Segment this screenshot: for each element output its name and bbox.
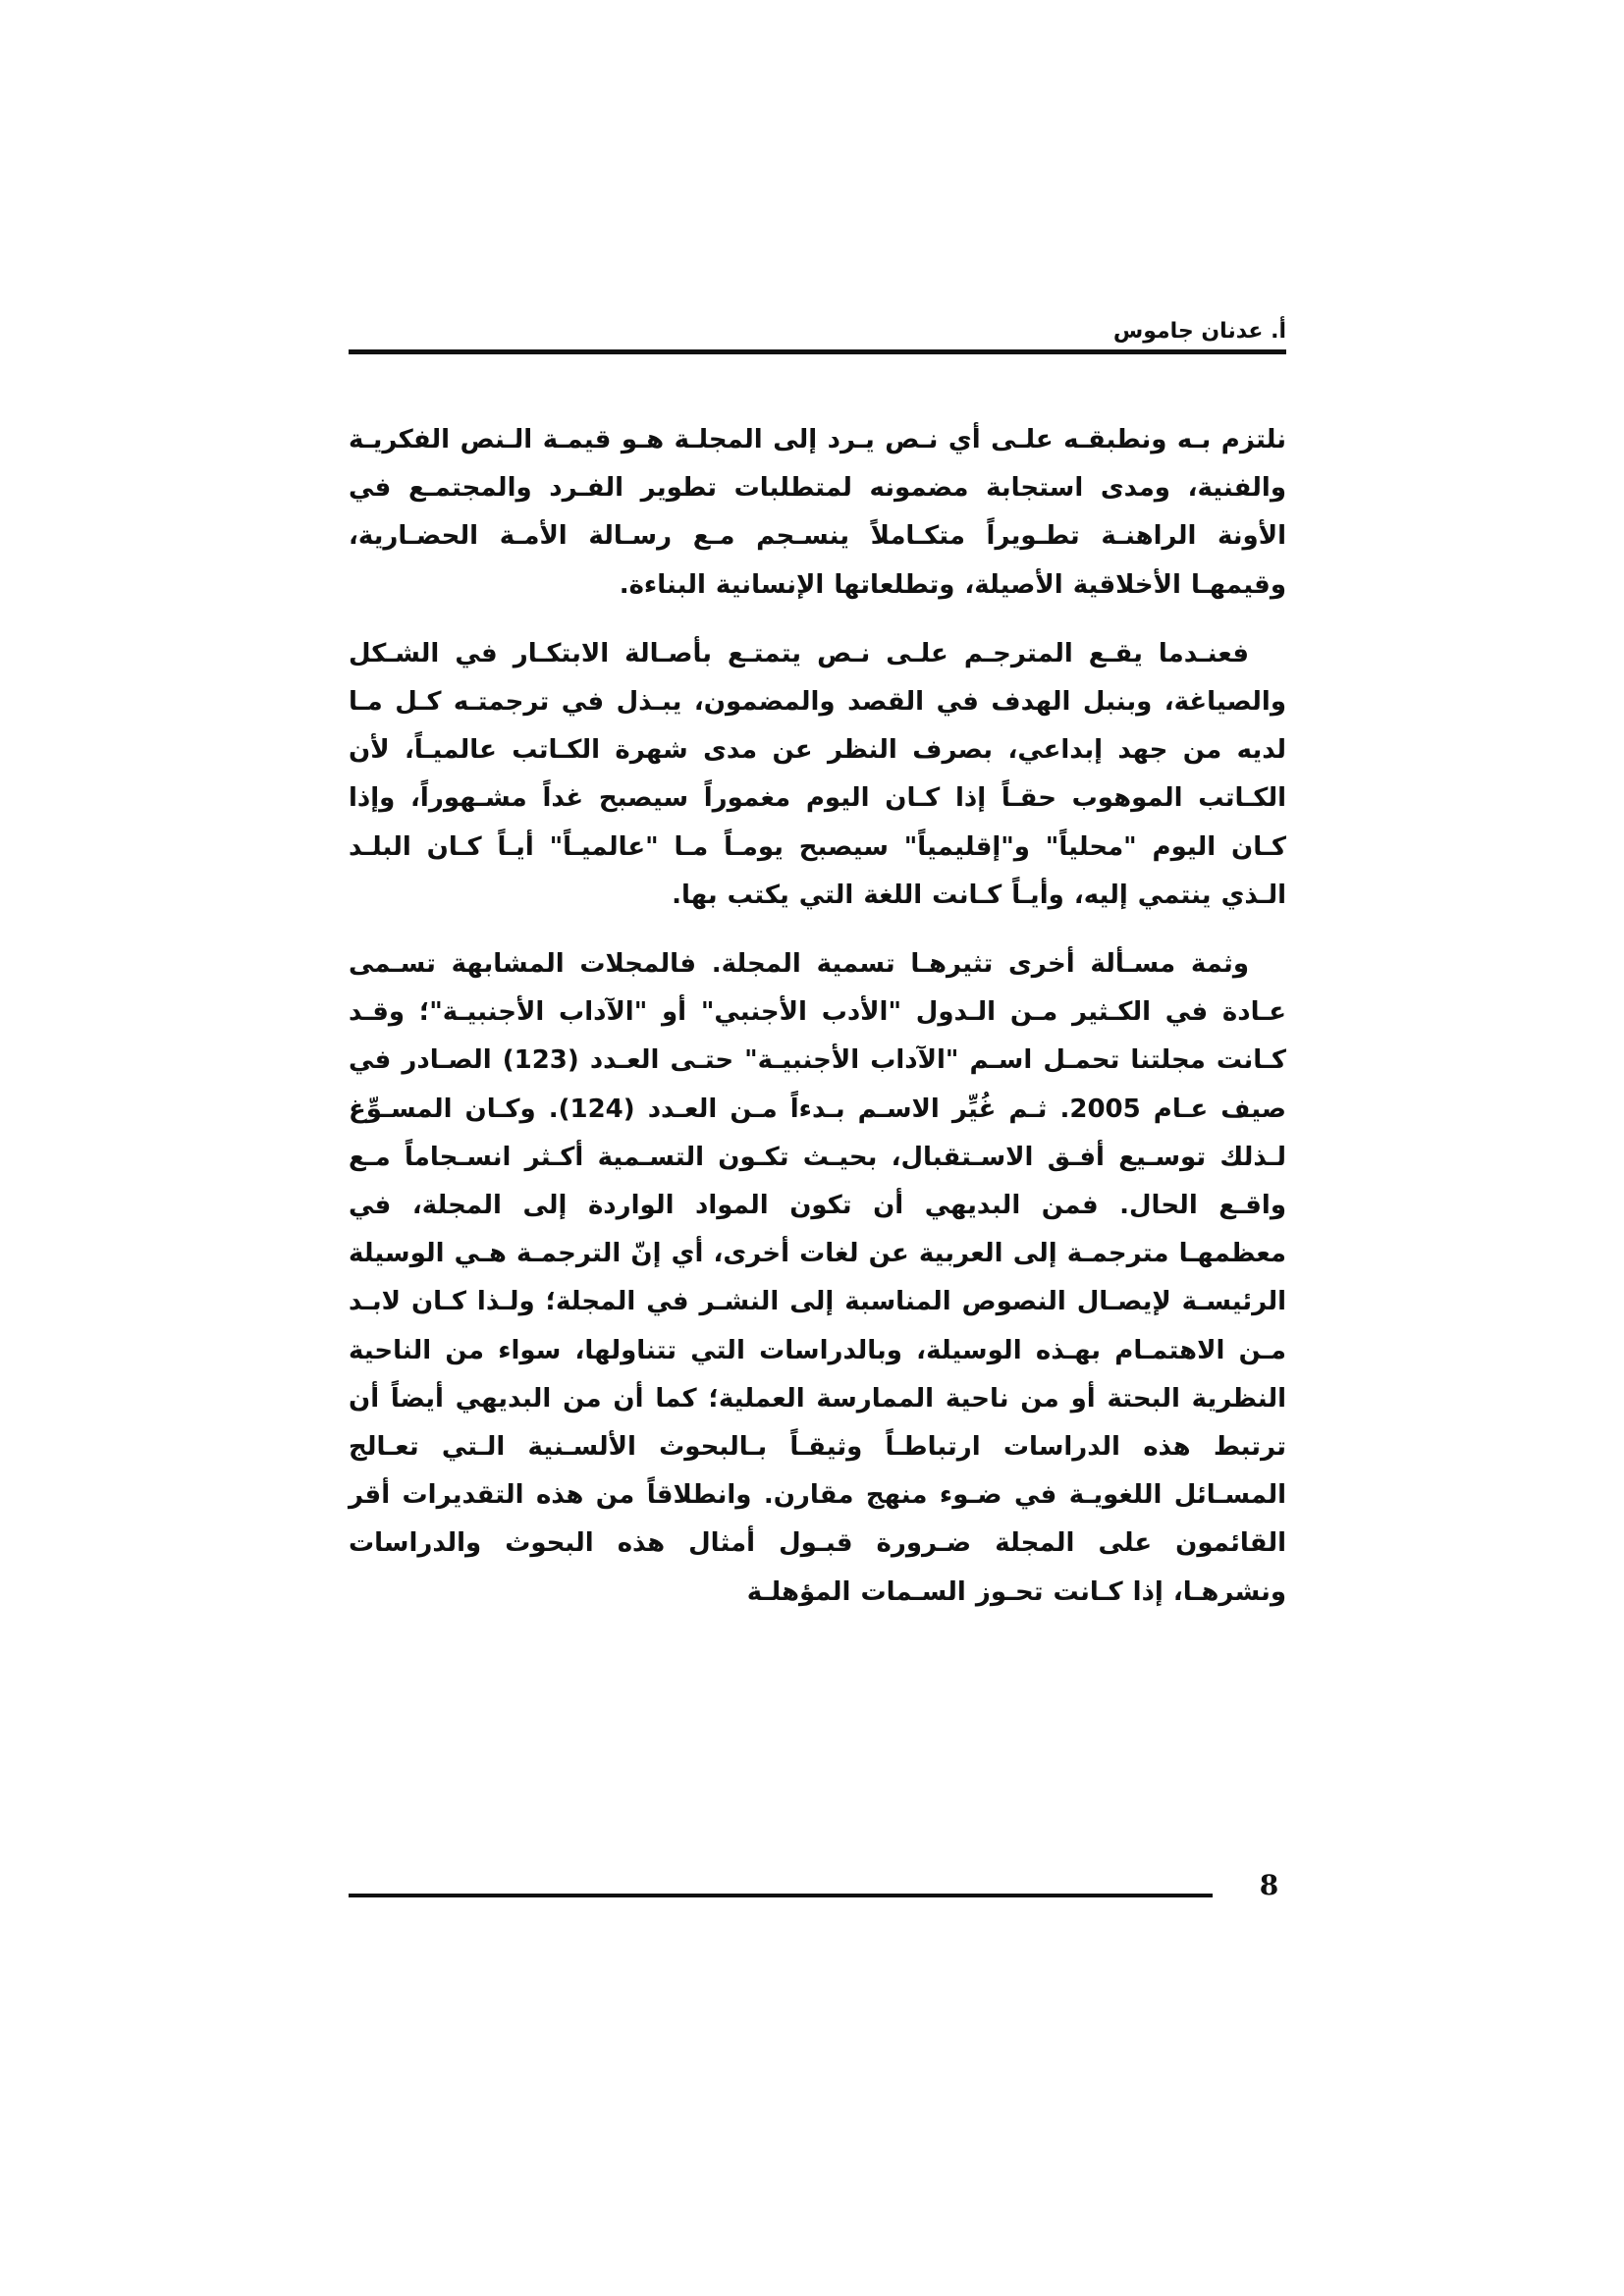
paragraph-2: فعنـدما يقـع المترجـم علـى نـص يتمتـع بأصـالة الابتكـار في الشـكل والصياغة، وبنبل الهدف في القصد والمضمون، يبـذل في ترجمتـه كـل مـا لديه من جهد إبداعي، بصرف النظر عن مدى شهرة الكـاتب عالميـاً، لأن الكـاتب الموهوب حقـاً إذا كـان اليوم مغموراً سيصبح غداً مشـهوراً، وإذا كـان اليوم "محلياً" و"إقليمياً" سيصبح يومـاً مـا "عالميـاً" أيـاً كـان البلـد الـذي ينتمي إليه، وأيـاً كـانت اللغة التي يكتب بها. <box>349 638 1286 910</box>
running-header-author: أ. عدنان جاموس <box>1112 319 1286 344</box>
paragraph-1: نلتزم بـه ونطبقـه علـى أي نـص يـرد إلى المجلـة هـو قيمـة الـنص الفكريـة والفنية، ومدى استجابة مضمونه لمتطلبات تطوير الفـرد والمجتمـع في الأونة الراهنـة تطـويراً متكـاملاً ينسـجم مـع رسـالة الأمـة الحضـارية، وقيمهـا الأخلاقية الأصيلة، وتطلعاتها الإنسانية البناءة. <box>349 425 1286 600</box>
body-text <box>349 416 1286 1637</box>
header-divider <box>349 349 1286 354</box>
paragraph-3: وثمة مسـألة أخرى تثيرهـا تسمية المجلة. فالمجلات المشابهة تسـمى عـادة في الكـثير مـن الـدول "الأدب الأجنبي" أو "الآداب الأجنبيـة"؛ وقـد كـانت مجلتنا تحمـل اسـم "الآداب الأجنبيـة" حتـى العـدد (123) الصـادر في صيف عـام 2005. ثـم غُيِّر الاسـم بـدءاً مـن العـدد (124). وكـان المسـوِّغ لـذلك توسـيع أفـق الاسـتقبال، بحيـث تكـون التسـمية أكـثر انسـجاماً مـع واقـع الحال. فمن البديهي أن تكون المواد الواردة إلى المجلة، في معظمهـا مترجمـة إلى العربية عن لغات أخرى، أي إنّ الترجمـة هـي الوسيلة الرئيسـة لإيصـال النصوص المناسبة إلى النشـر في المجلة؛ ولـذا كـان لابـد مـن الاهتمـام بهـذه الوسيلة، وبالدراسات التي تتناولها، سواء من الناحية النظرية البحتة أو من ناحية الممارسة العملية؛ كما أن من البديهي أيضاً أن ترتبط هذه الدراسات ارتباطـاً وثيقـاً بـالبحوث الألسـنية الـتي تعـالج المسـائل اللغويـة في ضـوء منهج مقارن. وانطلاقاً من هذه التقديرات أقر القائمون على المجلة ضـرورة قبـول أمثال هذه البحوث والدراسات ونشرهـا، إذا كـانت تحـوز السـمات المؤهلـة <box>349 949 1286 1607</box>
footer-divider <box>349 1894 1213 1897</box>
page-number: 8 <box>1259 1869 1279 1901</box>
